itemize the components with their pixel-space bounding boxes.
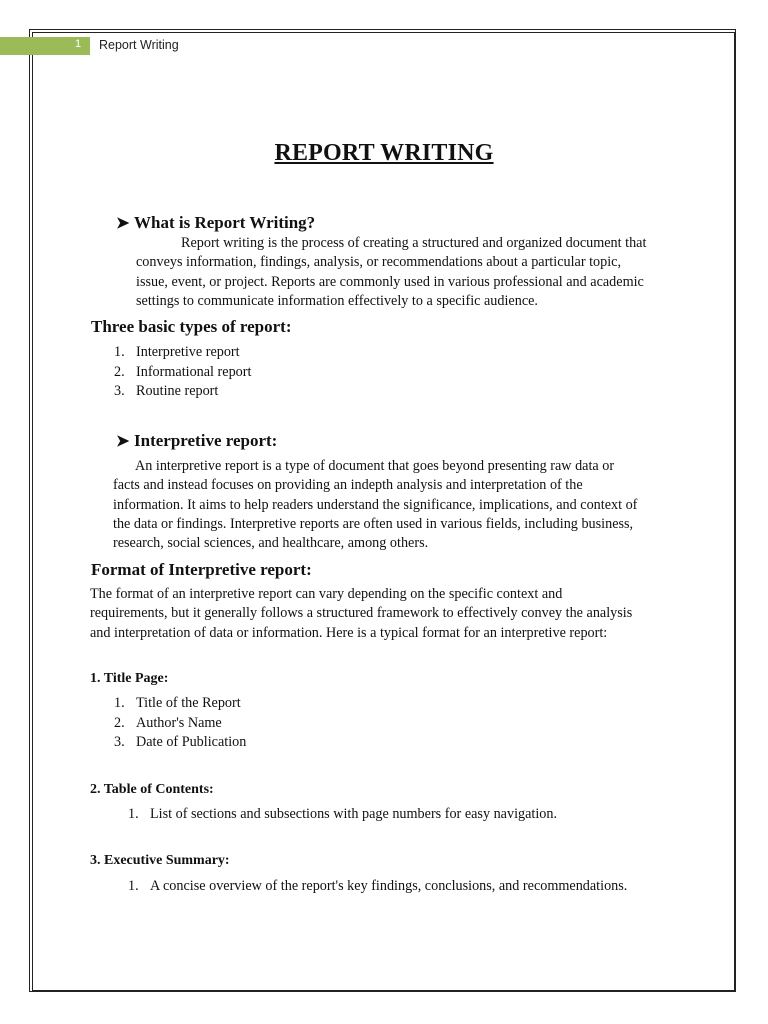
paragraph-line: conveys information, findings, analysis, or recommendations about a particular topic, <box>136 254 622 271</box>
list-text: Date of Publication <box>136 734 247 751</box>
paragraph-line: information. It aims to help readers understand the significance, implications, and context of <box>113 496 638 513</box>
paragraph-line: requirements, but it generally follows a structured framework to effectively convey the analysis <box>90 605 633 622</box>
paragraph-line: issue, event, or project. Reports are commonly used in various professional and academic <box>136 273 644 290</box>
paragraph-line: the data or findings. Interpretive reports are often used in various fields, including business, <box>113 515 634 532</box>
list-number: 1. <box>128 806 139 822</box>
header-page-number: 1 <box>74 38 82 50</box>
list-text: List of sections and subsections with page numbers for easy navigation. <box>150 806 558 822</box>
list-item <box>114 382 251 402</box>
list-item <box>114 733 246 753</box>
list-item <box>114 363 251 383</box>
list-item <box>128 877 627 897</box>
format-paragraph <box>90 585 710 643</box>
list-number: 1. <box>114 344 125 360</box>
list-item <box>128 805 557 825</box>
interpretive-paragraph <box>113 457 713 553</box>
list-item <box>114 343 251 363</box>
what-is-heading <box>116 213 315 233</box>
list-text: Author's Name <box>136 714 222 731</box>
paragraph-line: and interpretation of data or information. Here is a typical format for an interpretive report: <box>90 624 608 641</box>
arrow-bullet-icon: ➤ <box>116 433 130 450</box>
title-page-list <box>114 694 246 753</box>
interpretive-heading <box>116 431 277 451</box>
document-title: REPORT WRITING <box>274 140 494 166</box>
list-text: Routine report <box>136 383 219 400</box>
interpretive-heading-text: Interpretive report: <box>134 431 278 450</box>
paragraph-line: Report writing is the process of creating a structured and organized document that <box>181 235 647 251</box>
arrow-bullet-icon: ➤ <box>116 215 130 232</box>
paragraph-line: An interpretive report is a type of document that goes beyond presenting raw data or <box>135 458 615 474</box>
header-running-title: Report Writing <box>99 38 179 52</box>
list-number: 1. <box>114 695 125 711</box>
list-text: Title of the Report <box>136 695 241 711</box>
list-number: 3. <box>114 383 125 400</box>
exec-summary-list <box>128 877 627 897</box>
title-page-heading: 1. Title Page: <box>90 671 169 686</box>
exec-summary-heading: 3. Executive Summary: <box>90 853 230 868</box>
list-text: Interpretive report <box>136 344 240 360</box>
types-list <box>114 343 251 402</box>
paragraph-line: facts and instead focuses on providing an indepth analysis and interpretation of the <box>113 477 583 494</box>
what-is-paragraph <box>136 234 696 311</box>
list-number: 2. <box>114 363 125 380</box>
list-item <box>114 714 246 734</box>
list-item <box>114 694 246 714</box>
format-heading: Format of Interpretive report: <box>91 560 312 579</box>
list-text: A concise overview of the report's key findings, conclusions, and recommendations. <box>150 878 628 894</box>
toc-heading: 2. Table of Contents: <box>90 782 214 797</box>
list-number: 2. <box>114 714 125 731</box>
types-heading: Three basic types of report: <box>91 317 292 336</box>
list-number: 1. <box>128 878 139 894</box>
paragraph-line: The format of an interpretive report can vary depending on the specific context and <box>90 586 563 602</box>
paragraph-line: research, social sciences, and healthcare, among others. <box>113 535 429 552</box>
list-number: 3. <box>114 734 125 751</box>
paragraph-line: settings to communicate information effectively to a specific audience. <box>136 292 538 309</box>
list-text: Informational report <box>136 363 252 380</box>
what-is-heading-text: What is Report Writing? <box>134 213 316 232</box>
toc-list <box>128 805 557 825</box>
